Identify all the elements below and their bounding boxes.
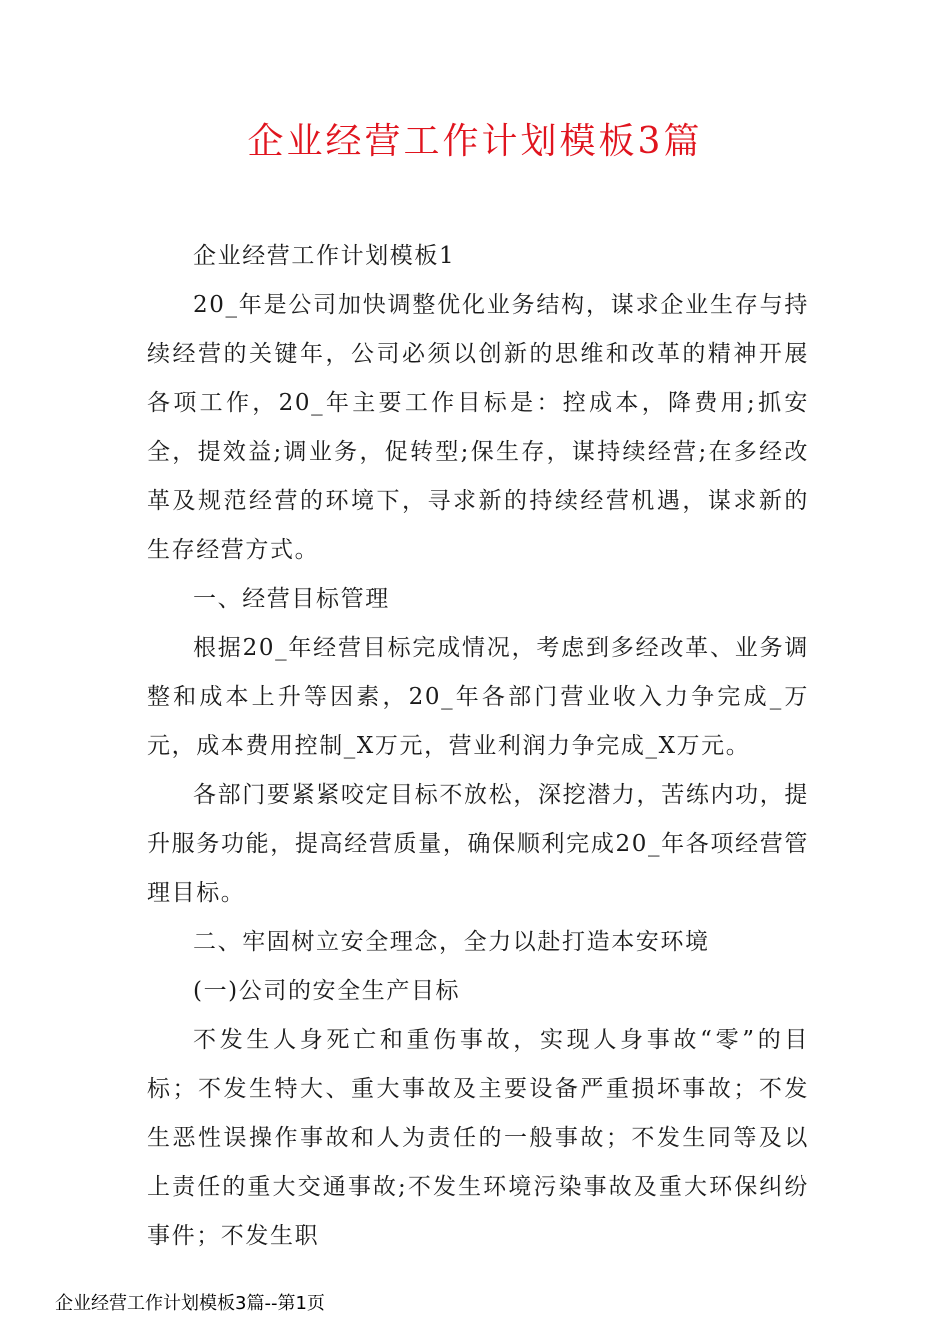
page-title: 企业经营工作计划模板3篇 (247, 121, 703, 162)
body-paragraph: 各部门要紧紧咬定目标不放松，深挖潜力，苦练内功，提升服务功能，提高经营质量，确保顺利完成20_年各项经营管理目标。 (147, 782, 809, 906)
body-paragraph: 根据20_年经营目标完成情况，考虑到多经改革、业务调整和成本上升等因素，20_年各部门营业收入力争完成_万元，成本费用控制_X万元，营业利润力争完成_X万元。 (147, 635, 809, 759)
document-body (147, 232, 809, 1261)
body-paragraph: 不发生人身死亡和重伤事故，实现人身事故“零”的目标；不发生特大、重大事故及主要设备严重损坏事故；不发生恶性误操作事故和人为责任的一般事故；不发生同等及以上责任的重大交通事故;不发生环境污染事故及重大环保纠纷事件；不发生职 (147, 1027, 809, 1249)
section-heading: 二、牢固树立安全理念，全力以赴打造本安环境 (193, 929, 710, 955)
section-heading: 一、经营目标管理 (193, 586, 390, 612)
section-heading: 企业经营工作计划模板1 (193, 243, 456, 269)
subsection-heading: (一)公司的安全生产目标 (193, 978, 461, 1004)
body-paragraph: 20_年是公司加快调整优化业务结构，谋求企业生存与持续经营的关键年，公司必须以创新的思维和改革的精神开展各项工作，20_年主要工作目标是：控成本，降费用;抓安全，提效益;调业务，促转型;保生存，谋持续经营;在多经改革及规范经营的环境下，寻求新的持续经营机遇，谋求新的生存经营方式。 (147, 292, 809, 563)
page-footer: 企业经营工作计划模板3篇--第1页 (55, 1293, 325, 1314)
